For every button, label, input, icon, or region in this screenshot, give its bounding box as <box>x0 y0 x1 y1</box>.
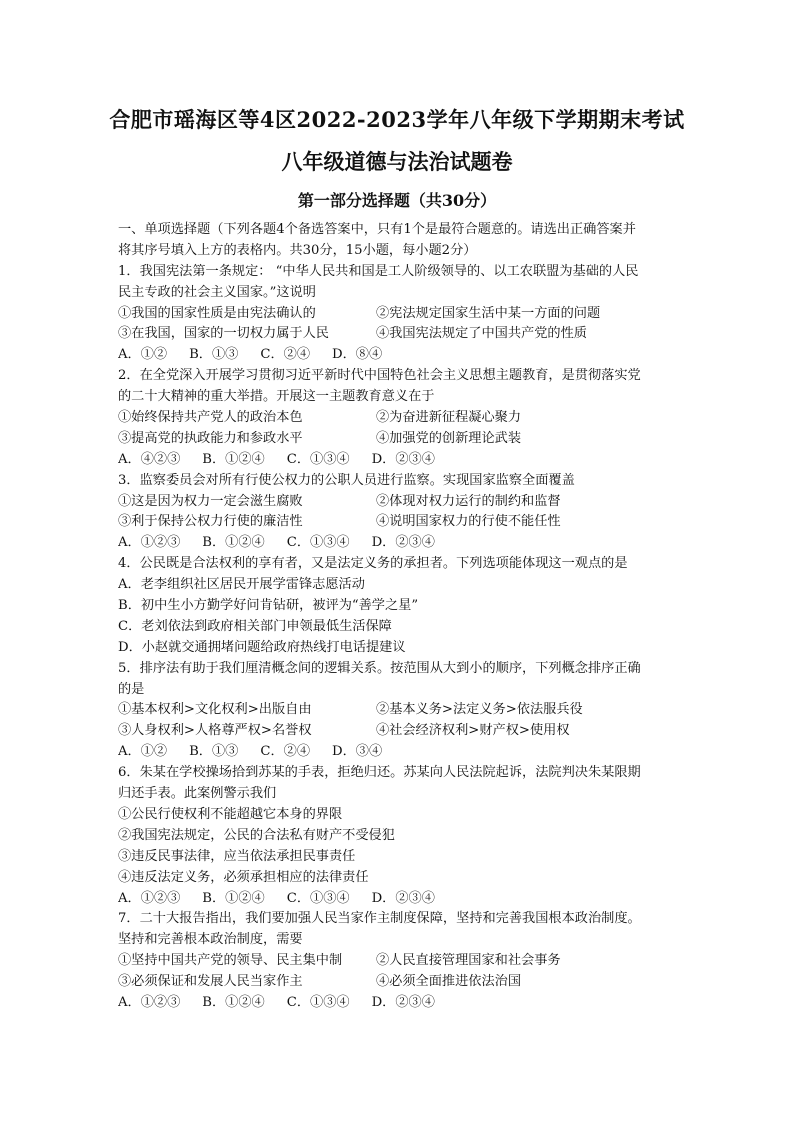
choice-d: D．②③④ <box>371 890 435 906</box>
question-1 <box>118 262 678 366</box>
question-stem: 4．公民既是合法权利的享有者，又是法定义务的承担者。下列选项能体现这一观点的是 <box>118 556 628 572</box>
option-row <box>118 429 678 450</box>
choice-b: B．①②④ <box>202 535 265 551</box>
option-line: ②我国宪法规定，公民的合法私有财产不受侵犯 <box>118 827 395 843</box>
option: ①我国的国家性质是由宪法确认的 <box>118 305 316 321</box>
option: ②基本义务>法定义务>依法服兵役 <box>376 702 583 718</box>
option: ②体现对权力运行的制约和监督 <box>376 493 561 509</box>
option: ①这是因为权力一定会滋生腐败 <box>118 493 303 509</box>
answer-choices <box>118 533 678 554</box>
option-line: A．老李组织社区居民开展学雷锋志愿活动 <box>118 577 365 593</box>
choice-d: D．②③④ <box>371 451 435 467</box>
choice-c: C．①③④ <box>286 994 350 1010</box>
option: ④必须全面推进依法治国 <box>376 974 522 990</box>
question-stem: 归还手表。此案例警示我们 <box>118 786 277 802</box>
option: ②人民直接管理国家和社会事务 <box>376 953 561 969</box>
choice-a: A．①② <box>118 744 168 760</box>
question-stem: 5．排序法有助于我们厘清概念间的逻辑关系。按范围从大到小的顺序，下列概念排序正确 <box>118 660 641 676</box>
choice-b: B．①②④ <box>202 451 265 467</box>
option: ②为奋进新征程凝心聚力 <box>376 410 522 426</box>
choice-a: A．④②③ <box>118 451 181 467</box>
question-stem: 的是 <box>118 681 145 697</box>
option: ①坚持中国共产党的领导、民主集中制 <box>118 953 343 969</box>
choice-d: D．②③④ <box>371 994 435 1010</box>
choice-d: D．⑧④ <box>332 347 383 363</box>
option-line: C．老刘依法到政府相关部门申领最低生活保障 <box>118 618 392 634</box>
option-row <box>118 408 678 429</box>
option-line: D．小赵就交通拥堵问题给政府热线打电话提建议 <box>118 639 406 655</box>
question-2 <box>118 366 678 470</box>
question-5 <box>118 659 678 763</box>
question-stem: 3．监察委员会对所有行使公权力的公职人员进行监察。实现国家监察全面覆盖 <box>118 472 575 488</box>
option: ③提高党的执政能力和参政水平 <box>118 430 303 446</box>
choice-d: D．③④ <box>332 744 383 760</box>
option: ④社会经济权利>财产权>使用权 <box>376 723 570 739</box>
option: ①始终保持共产党人的政治本色 <box>118 410 303 426</box>
option-row <box>118 972 678 993</box>
choice-a: A．①②③ <box>118 994 181 1010</box>
option: ③在我国，国家的一切权力属于人民 <box>118 326 329 342</box>
choice-b: B．①③ <box>189 744 239 760</box>
option-row <box>118 512 678 533</box>
choice-a: A．①②③ <box>118 535 181 551</box>
option-row <box>118 700 678 721</box>
answer-choices <box>118 742 678 763</box>
instructions-line: 将其序号填入上方的表格内。共30分，15小题，每小题2分） <box>118 242 477 258</box>
question-6 <box>118 763 678 909</box>
choice-c: C．①③④ <box>286 535 350 551</box>
answer-choices <box>118 993 678 1014</box>
exam-subtitle: 八年级道德与法治试题卷 <box>281 149 513 174</box>
answer-choices <box>118 345 678 366</box>
choice-a: A．①②③ <box>118 890 181 906</box>
choice-a: A．①② <box>118 347 168 363</box>
choice-c: C．①③④ <box>286 890 350 906</box>
option-line: ④违反法定义务，必须承担相应的法律责任 <box>118 869 369 885</box>
choice-d: D．②③④ <box>371 535 435 551</box>
answer-choices <box>118 889 678 910</box>
option: ④说明国家权力的行使不能任性 <box>376 514 561 530</box>
section-heading: 第一部分选择题（共30分） <box>297 191 497 210</box>
option-line: ③违反民事法律，应当依法承担民事责任 <box>118 848 356 864</box>
choice-c: C．②④ <box>260 347 311 363</box>
option-row <box>118 304 678 325</box>
option: ④我国宪法规定了中国共产党的性质 <box>376 326 587 342</box>
option: ③必须保证和发展人民当家作主 <box>118 974 303 990</box>
question-stem: 坚持和完善根本政治制度，需要 <box>118 932 303 948</box>
option-row <box>118 721 678 742</box>
option: ③人身权利>人格尊严权>名誉权 <box>118 723 312 739</box>
option: ④加强党的创新理论武装 <box>376 430 522 446</box>
question-stem: 2．在全党深入开展学习贯彻习近平新时代中国特色社会主义思想主题教育，是贯彻落实党 <box>118 368 641 384</box>
question-4 <box>118 554 678 658</box>
question-stem: 的二十大精神的重大举措。开展这一主题教育意义在于 <box>118 389 435 405</box>
option-row <box>118 492 678 513</box>
question-3 <box>118 471 678 555</box>
choice-c: C．②④ <box>260 744 311 760</box>
question-stem: 民主专政的社会主义国家。”这说明 <box>118 284 316 300</box>
question-7 <box>118 909 678 1013</box>
exam-title: 合肥市瑶海区等4区2022-2023学年八年级下学期期末考试 <box>109 107 685 132</box>
choice-c: C．①③④ <box>286 451 350 467</box>
option: ②宪法规定国家生活中某一方面的问题 <box>376 305 601 321</box>
question-stem: 7．二十大报告指出，我们要加强人民当家作主制度保障，坚持和完善我国根本政治制度。 <box>118 911 641 927</box>
option-row <box>118 951 678 972</box>
question-stem: 6．朱某在学校操场拾到苏某的手表，拒绝归还。苏某向人民法院起诉，法院判决朱某限期 <box>118 765 641 781</box>
question-stem: 1．我国宪法第一条规定： “中华人民共和国是工人阶级领导的、以工农联盟为基础的人民 <box>118 263 639 279</box>
option-line: B．初中生小方勤学好问肯钻研，被评为“善学之星” <box>118 598 419 614</box>
choice-b: B．①③ <box>189 347 239 363</box>
option: ①基本权利>文化权利>出版自由 <box>118 702 312 718</box>
choice-b: B．①②④ <box>202 890 265 906</box>
option-line: ①公民行使权利不能超越它本身的界限 <box>118 806 343 822</box>
option: ③利于保持公权力行使的廉洁性 <box>118 514 303 530</box>
choice-b: B．①②④ <box>202 994 265 1010</box>
answer-choices <box>118 450 678 471</box>
question-body <box>118 220 678 1014</box>
option-row <box>118 324 678 345</box>
instructions-line: 一、单项选择题（下列各题4个备选答案中，只有1个是最符合题意的。请选出正确答案并 <box>118 222 636 237</box>
